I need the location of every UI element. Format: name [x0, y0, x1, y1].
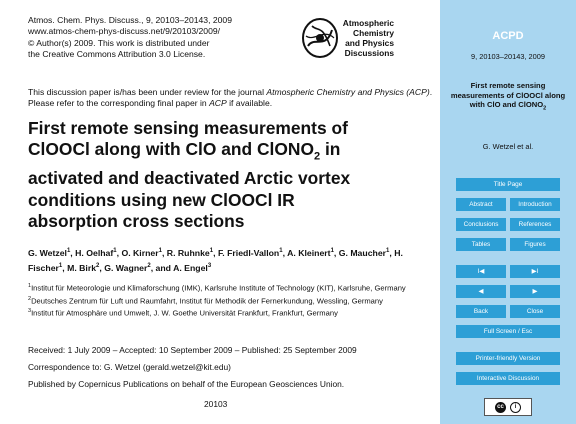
next-page-button[interactable]: ▶	[510, 285, 560, 298]
correspondence-line: Correspondence to: G. Wetzel (gerald.wetzel@kit.edu)	[28, 362, 231, 372]
introduction-button[interactable]: Introduction	[510, 198, 560, 211]
close-button[interactable]: Close	[510, 305, 560, 318]
cc-license-badge[interactable]	[484, 398, 532, 416]
creative-commons-icon: cc	[495, 402, 506, 413]
journal-citation: Atmos. Chem. Phys. Discuss., 9, 20103–20143, 2009	[28, 15, 232, 25]
logo-wordmark: Atmospheric Chemistry and Physics Discussions	[342, 18, 394, 58]
author-list: G. Wetzel$^1$, H. Oelhaf$^1$, O. Kirner$^1$, R. Ruhnke$^1$, F. Friedl-Vallon$^1$, A. Kleinert$^1$, G. Maucher$^1$, H. Fischer$^1$, M. Birk$^2$, G. Wagner$^2$, and A. Engel$^3$	[28, 247, 403, 274]
previous-page-button[interactable]: ◀	[456, 285, 506, 298]
fullscreen-button[interactable]: Full Screen / Esc	[456, 325, 560, 338]
dates-line: Received: 1 July 2009 – Accepted: 10 September 2009 – Published: 25 September 2009	[28, 345, 357, 355]
affiliation-item: $^2$Deutsches Zentrum für Luft und Raumfahrt, Institut für Methodik der Fernerkundung, Wessling, Germany	[28, 295, 383, 306]
review-notice: This discussion paper is/has been under review for the journal Atmospheric Chemistry and Physics (ACP). Please refer to the corresponding final paper in ACP if available.	[28, 87, 433, 109]
paper-url[interactable]: www.atmos-chem-phys-discuss.net/9/20103/2009/	[28, 26, 221, 37]
page-number: 20103	[204, 399, 228, 409]
sidebar-reference: 9, 20103–20143, 2009	[471, 52, 545, 61]
sidebar-journal: ACPD	[492, 30, 524, 42]
publisher-line: Published by Copernicus Publications on behalf of the European Geosciences Union.	[28, 379, 345, 389]
affiliation-item: $^3$Institut für Atmosphäre und Umwelt, J. W. Goethe Universität Frankfurt, Frankfurt, Germany	[28, 308, 338, 318]
header-meta	[28, 15, 232, 61]
figures-button[interactable]: Figures	[510, 238, 560, 251]
last-page-button[interactable]: ▶I	[510, 265, 560, 278]
interactive-discussion-button[interactable]: Interactive Discussion	[456, 372, 560, 385]
sidebar	[440, 0, 576, 424]
printer-friendly-button[interactable]: Printer-friendly Version	[456, 352, 560, 365]
conclusions-button[interactable]: Conclusions	[456, 218, 506, 231]
affiliations	[28, 281, 438, 319]
abstract-button[interactable]: Abstract	[456, 198, 506, 211]
tables-button[interactable]: Tables	[456, 238, 506, 251]
sidebar-authors: G. Wetzel et al.	[482, 142, 534, 151]
egu-logo-icon	[300, 16, 340, 60]
paper-title: First remote sensing measurements of ClOOCl along with ClO and ClONO$_2$ in activated and deactivated Arctic vortex conditions using new ClOOCl IR absorption cross sections	[28, 118, 351, 232]
references-button[interactable]: References	[510, 218, 560, 231]
first-page-button[interactable]: I◀	[456, 265, 506, 278]
sidebar-short-title: First remote sensing measurements of ClOOCl along with ClO and ClONO$_2$	[450, 81, 566, 112]
acpd-logo	[300, 12, 440, 70]
attribution-icon: i	[510, 402, 521, 413]
license-line: the Creative Commons Attribution 3.0 License.	[28, 49, 206, 60]
affiliation-item: $^1$Institut für Meteorologie und Klimaforschung (IMK), Karlsruhe Institute of Technology (KIT), Karlsruhe, Germany	[28, 283, 406, 293]
title-page-button[interactable]: Title Page	[456, 178, 560, 191]
copyright-line: © Author(s) 2009. This work is distributed under	[28, 37, 210, 48]
back-button[interactable]: Back	[456, 305, 506, 318]
